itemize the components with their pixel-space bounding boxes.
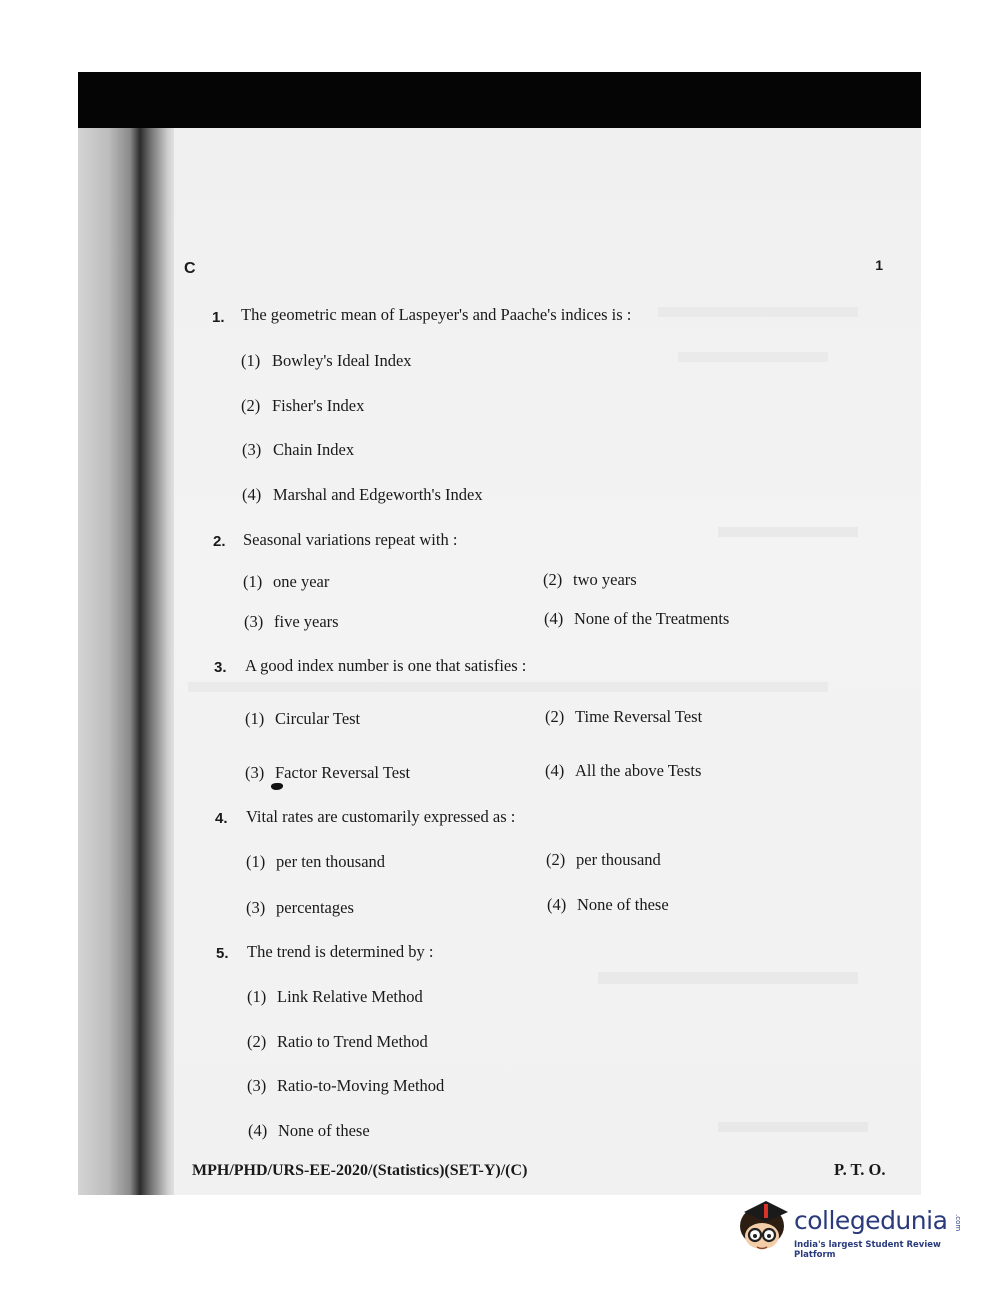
bleed-through-shadow — [658, 307, 858, 317]
option-text: Bowley's Ideal Index — [272, 351, 412, 370]
option-label: (4) — [547, 895, 567, 914]
collegedunia-logo — [736, 1198, 961, 1258]
option-text: per thousand — [576, 850, 661, 869]
book-spine-shadow — [78, 128, 178, 1195]
question-text: The trend is determined by : — [247, 942, 434, 961]
option-text: Ratio-to-Moving Method — [277, 1076, 445, 1095]
brand-suffix: .com — [954, 1214, 962, 1232]
option-text: Fisher's Index — [272, 396, 365, 415]
option-label: (2) — [543, 570, 563, 589]
option-label: (1) — [241, 351, 261, 370]
question-text: The geometric mean of Laspeyer's and Paache's indices is : — [241, 305, 632, 324]
option-text: five years — [274, 612, 339, 631]
graduate-mascot-icon — [736, 1198, 792, 1258]
option-label: (1) — [243, 572, 263, 591]
option-text: Circular Test — [275, 709, 361, 728]
question-number: 1. — [212, 309, 225, 326]
option-label: (2) — [241, 396, 261, 415]
option-label: (4) — [545, 761, 565, 780]
option-label: (1) — [246, 852, 266, 871]
option-label: (3) — [247, 1076, 267, 1095]
option-label: (4) — [242, 485, 262, 504]
question-text: Seasonal variations repeat with : — [243, 530, 458, 549]
option-text: Marshal and Edgeworth's Index — [273, 485, 483, 504]
option-text: Factor Reversal Test — [275, 763, 411, 782]
option-text: percentages — [276, 898, 354, 917]
brand-tagline: India's largest Student Review Platform — [794, 1240, 941, 1260]
bleed-through-shadow — [678, 352, 828, 362]
question-number: 3. — [214, 659, 227, 676]
set-code: C — [184, 260, 196, 277]
bleed-through-shadow — [188, 682, 828, 692]
bleed-through-shadow — [718, 1122, 868, 1132]
option-label: (1) — [247, 987, 267, 1006]
option-text: Link Relative Method — [277, 987, 423, 1006]
option-label: (1) — [245, 709, 265, 728]
option-text: Time Reversal Test — [575, 707, 703, 726]
paper-code: MPH/PHD/URS-EE-2020/(Statistics)(SET-Y)/(C) — [192, 1162, 528, 1179]
option-text: Chain Index — [273, 440, 355, 459]
option-text: Ratio to Trend Method — [277, 1032, 428, 1051]
question-text: Vital rates are customarily expressed as : — [246, 807, 516, 826]
option-label: (2) — [545, 707, 565, 726]
option-text: two years — [573, 570, 637, 589]
option-text: All the above Tests — [575, 761, 702, 780]
option-label: (4) — [544, 609, 564, 628]
option-label: (3) — [245, 763, 265, 782]
page-turn-over: P. T. O. — [834, 1160, 886, 1179]
page-number: 1 — [875, 257, 883, 273]
option-text: per ten thousand — [276, 852, 386, 871]
option-text: None of these — [278, 1121, 370, 1140]
option-label: (3) — [246, 898, 266, 917]
bleed-through-shadow — [718, 527, 858, 537]
scanned-page — [78, 72, 921, 1195]
option-text: one year — [273, 572, 330, 591]
option-label: (2) — [546, 850, 566, 869]
question-text: A good index number is one that satisfies : — [245, 656, 527, 675]
question-number: 2. — [213, 533, 226, 550]
option-text: None of the Treatments — [574, 609, 730, 628]
question-number: 5. — [216, 945, 229, 962]
option-label: (3) — [242, 440, 262, 459]
option-label: (4) — [248, 1121, 268, 1140]
brand-name: collegedunia — [794, 1206, 948, 1235]
option-text: None of these — [577, 895, 669, 914]
bleed-through-shadow — [598, 972, 858, 984]
question-number: 4. — [215, 810, 228, 827]
scan-black-band — [78, 72, 921, 128]
option-label: (2) — [247, 1032, 267, 1051]
option-label: (3) — [244, 612, 264, 631]
